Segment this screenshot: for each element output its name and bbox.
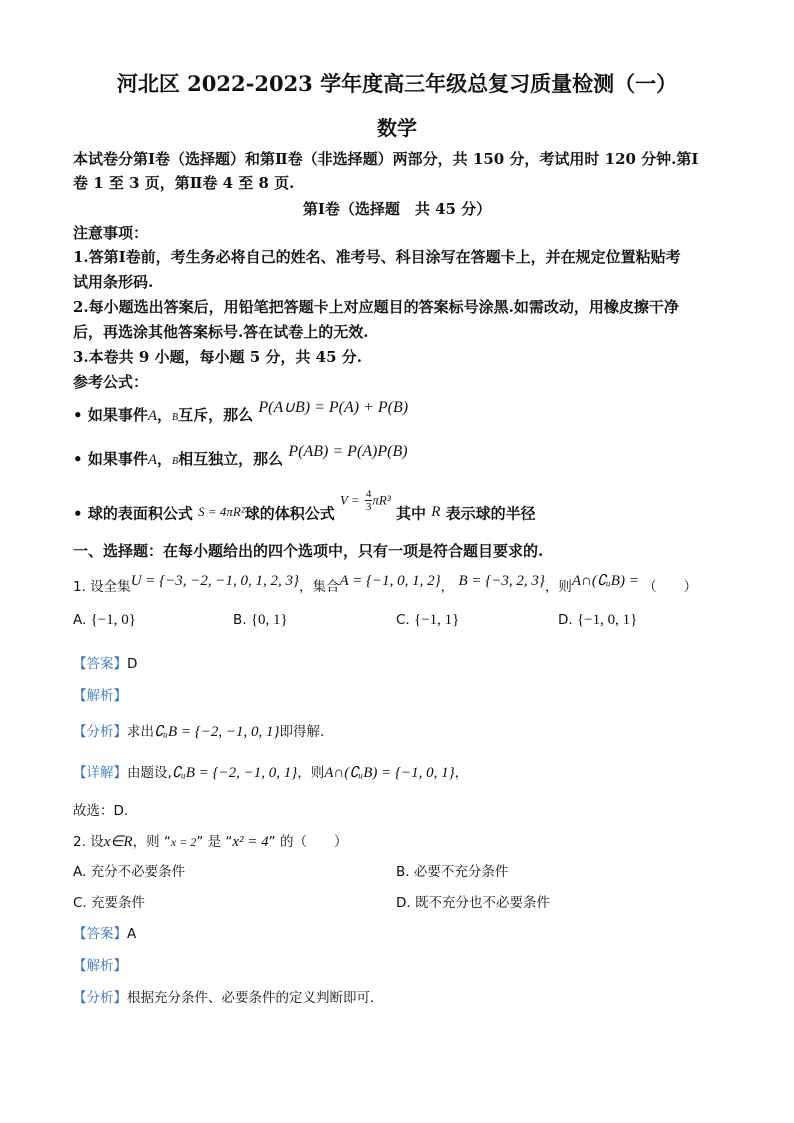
option-label: D.	[396, 895, 411, 911]
option-text: {−1, 0}	[90, 612, 136, 628]
formula-text: 表示球的半径	[445, 504, 536, 523]
fenxi-tag: 【分析】	[73, 990, 127, 1006]
fenxi-expression: ∁ᵤB = {−2, −1, 0, 1}	[154, 724, 280, 740]
separator: ，	[157, 406, 173, 424]
event-a: A	[147, 452, 158, 468]
surface-area-formula: S = 4πR²	[198, 503, 245, 519]
notice-item: 试用条形码.	[73, 273, 154, 291]
intro-line-2: 卷 1 至 3 页，第Ⅱ卷 4 至 8 页.	[73, 174, 295, 192]
radius-symbol: R	[431, 503, 441, 520]
xiangjie-text: ，	[454, 765, 469, 781]
fraction-denominator: 3	[365, 501, 372, 513]
option-text: 充要条件	[91, 895, 146, 911]
question-variable: x∈R	[103, 834, 133, 850]
option-text: 充分不必要条件	[90, 864, 186, 880]
answer-tag: 【答案】	[73, 656, 127, 672]
question-text: ，	[440, 579, 455, 595]
formula-sphere	[73, 488, 536, 527]
formula-independent	[73, 443, 408, 469]
answer-tag: 【答案】	[73, 926, 127, 942]
q1-analysis	[73, 684, 127, 704]
option-text: 既不充分也不必要条件	[414, 895, 550, 911]
intro-line-1: 本试卷分第Ⅰ卷（选择题）和第Ⅱ卷（非选择题）两部分，共 150 分，考试用时 120 分钟.第Ⅰ	[73, 150, 699, 168]
formula-text: 如果事件	[87, 450, 148, 468]
q2-option-c	[73, 891, 145, 911]
section-heading: 一、选择题：在每小题给出的四个选项中，只有一项是符合题目要求的.	[73, 542, 544, 560]
fenxi-text: 根据充分条件、必要条件的定义判断即可.	[127, 990, 375, 1006]
formulas-heading: 参考公式：	[73, 373, 149, 391]
bullet-dot: •	[73, 406, 83, 424]
answer-value: D	[127, 656, 138, 672]
option-text: {−1, 0, 1}	[576, 612, 638, 628]
question-text: ，集合	[299, 579, 340, 595]
q1-option-b	[233, 612, 288, 629]
answer-parentheses: （ ）	[643, 579, 698, 595]
q2-analysis	[73, 954, 127, 974]
separator: ，	[157, 450, 173, 468]
option-label: B.	[233, 612, 247, 628]
formula-expression: P(A∪B) = P(A) + P(B)	[258, 399, 409, 416]
question-text: ，则	[544, 579, 572, 595]
q1-fenxi	[73, 720, 324, 741]
analysis-tag: 【解析】	[73, 688, 127, 704]
notice-item: 2.每小题选出答案后，用铅笔把答题卡上对应题目的答案标号涂黑.如需改动，用橡皮擦干净	[73, 298, 679, 316]
q2-fenxi	[73, 986, 374, 1006]
q1-answer	[73, 652, 137, 672]
set-a: A = {−1, 0, 1, 2}	[339, 573, 441, 589]
formula-text: 如果事件	[87, 406, 148, 424]
formula-text: 其中	[396, 504, 427, 523]
part1-title: 第Ⅰ卷（选择题 共 45 分）	[302, 200, 492, 218]
formula-expression: P(AB) = P(A)P(B)	[288, 443, 408, 460]
q1-option-d	[558, 612, 637, 629]
xiangjie-text: 由题设,	[127, 765, 172, 781]
formula-text: 球的体积公式	[244, 504, 335, 523]
xiangjie-expression: ∁ᵤB = {−2, −1, 0, 1}	[171, 765, 298, 781]
q1-option-a	[73, 612, 136, 629]
volume-lhs: V =	[339, 492, 360, 508]
option-text: 必要不充分条件	[413, 864, 509, 880]
analysis-tag: 【解析】	[73, 958, 127, 974]
option-label: A.	[73, 864, 87, 880]
option-text: {0, 1}	[250, 612, 288, 628]
question-text: ” 是 “	[196, 834, 233, 850]
option-label: A.	[73, 612, 87, 628]
formula-mutually-exclusive	[73, 399, 409, 425]
bullet-dot: •	[73, 504, 83, 523]
question-expression: A∩(∁ᵤB) =	[571, 573, 639, 589]
fraction-numerator: 4	[365, 488, 372, 500]
page-title: 河北区 2022-2023 学年度高三年级总复习质量检测（一）	[116, 71, 678, 96]
answer-value: A	[127, 926, 137, 942]
option-label: D.	[558, 612, 573, 628]
q1-option-c	[396, 612, 459, 629]
q2-option-a	[73, 860, 185, 880]
xiangjie-text: ，则	[297, 765, 325, 781]
option-label: C.	[73, 895, 87, 911]
bullet-dot: •	[73, 450, 83, 468]
option-text: {−1, 1}	[414, 612, 460, 628]
event-b: B	[172, 412, 179, 423]
question-text: ，则 “	[132, 834, 171, 850]
subject-title: 数学	[377, 116, 417, 140]
q2-option-d	[396, 891, 550, 911]
q2-answer	[73, 922, 136, 942]
formula-text: 球的表面积公式	[87, 504, 193, 523]
question-number: 1.	[73, 579, 86, 595]
notice-heading: 注意事项：	[73, 224, 149, 242]
event-b: B	[172, 456, 179, 467]
q1-choose: 故选：D.	[73, 803, 129, 819]
question-text: 设全集	[90, 579, 131, 595]
q1-xiangjie	[73, 761, 468, 782]
question-1	[73, 575, 697, 596]
set-u: U = {−3, −2, −1, 0, 1, 2, 3}	[130, 573, 300, 589]
fenxi-text: 即得解.	[279, 724, 325, 740]
fenxi-text: 求出	[127, 724, 154, 740]
notice-item: 后，再选涂其他答案标号.答在试卷上的无效.	[73, 323, 369, 341]
condition-1: x = 2	[170, 835, 197, 849]
volume-rhs: πR³	[372, 492, 391, 508]
question-number: 2.	[73, 834, 86, 850]
notice-item: 1.答第Ⅰ卷前，考生务必将自己的姓名、准考号、科目涂写在答题卡上，并在规定位置粘贴考	[73, 248, 681, 266]
event-a: A	[147, 408, 158, 424]
formula-text: 互斥，那么	[178, 406, 254, 424]
option-label: C.	[396, 612, 410, 628]
condition-2: x² = 4	[232, 834, 269, 850]
formula-text: 相互独立，那么	[178, 450, 284, 468]
notice-item: 3.本卷共 9 小题，每小题 5 分，共 45 分.	[73, 348, 362, 366]
volume-formula	[340, 488, 391, 513]
set-b: B = {−3, 2, 3}	[458, 573, 545, 589]
q2-option-b	[396, 860, 508, 880]
fenxi-tag: 【分析】	[73, 724, 127, 740]
option-label: B.	[396, 864, 410, 880]
question-text: ” 的（ ）	[268, 834, 348, 850]
xiangjie-tag: 【详解】	[73, 765, 127, 781]
question-text: 设	[90, 834, 104, 850]
question-2	[73, 830, 347, 851]
xiangjie-expression: A∩(∁ᵤB) = {−1, 0, 1}	[324, 765, 455, 781]
